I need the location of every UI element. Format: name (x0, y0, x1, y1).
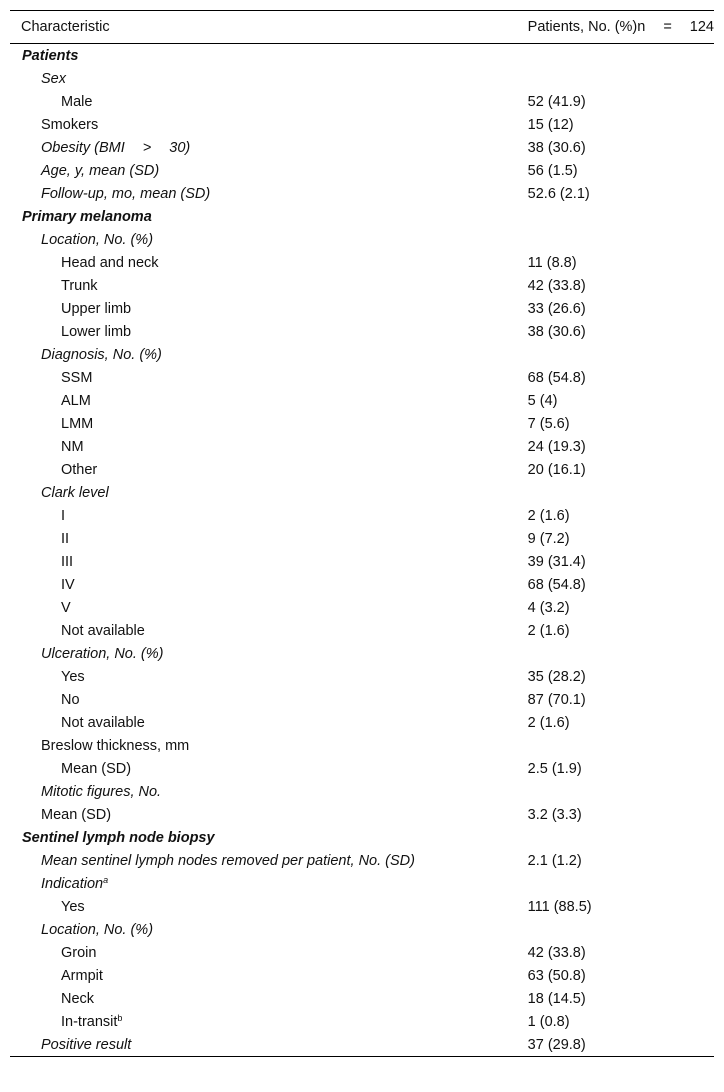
row-label: Follow-up, mo, mean (SD) (41, 185, 211, 202)
section-heading: Sentinel lymph node biopsy (22, 829, 215, 846)
table-row (10, 872, 714, 895)
row-value: 2 (1.6) (527, 714, 570, 731)
table-row (10, 228, 714, 251)
row-label: Mean sentinel lymph nodes removed per patient, No. (SD) (41, 852, 415, 869)
table-row (10, 136, 714, 159)
row-value (528, 343, 714, 366)
table-row (10, 274, 714, 297)
row-label (10, 1010, 528, 1033)
row-value: 42 (33.8) (527, 944, 586, 961)
row-value: 52 (41.9) (527, 93, 586, 110)
table-row (10, 297, 714, 320)
table-row (10, 435, 714, 458)
row-value: 111 (88.5) (527, 898, 592, 915)
section-heading: Primary melanoma (22, 208, 152, 225)
row-label: IV (61, 576, 75, 593)
row-label: Head and neck (61, 254, 159, 271)
row-value: 2.5 (1.9) (527, 760, 582, 777)
table-row (10, 642, 714, 665)
table-row (10, 849, 714, 872)
subgroup-heading: Diagnosis, No. (%) (41, 346, 162, 363)
row-label: Groin (61, 944, 97, 961)
row-value: 35 (28.2) (527, 668, 586, 685)
table-row (10, 734, 714, 757)
row-label: LMM (61, 415, 94, 432)
footnote-marker: a (103, 874, 109, 885)
row-value: 33 (26.6) (527, 300, 586, 317)
table-row (10, 780, 714, 803)
table-row (10, 1010, 714, 1033)
table-row (10, 481, 714, 504)
subgroup-heading: Location, No. (%) (41, 921, 154, 938)
row-value (528, 481, 714, 504)
table-row (10, 251, 714, 274)
table-row (10, 90, 714, 113)
subgroup-heading: Breslow thickness, mm (41, 737, 190, 754)
row-label: ALM (61, 392, 91, 409)
row-value (528, 918, 714, 941)
row-label: Armpit (61, 967, 103, 984)
table-row (10, 711, 714, 734)
table-row (10, 964, 714, 987)
row-label: Other (61, 461, 98, 478)
row-label-part: 30) (169, 139, 191, 156)
row-value (528, 826, 714, 849)
table-row (10, 757, 714, 780)
row-label: II (61, 530, 70, 547)
row-label-part: Obesity (BMI (41, 139, 125, 156)
row-label: Positive result (41, 1036, 132, 1053)
row-value: 2 (1.6) (527, 622, 570, 639)
table-row (10, 803, 714, 826)
table-row (10, 619, 714, 642)
row-value: 9 (7.2) (527, 530, 570, 547)
row-label: Mean (SD) (61, 760, 132, 777)
table-row (10, 665, 714, 688)
row-label: NM (61, 438, 84, 455)
row-value: 1 (0.8) (527, 1013, 570, 1030)
row-label: Yes (61, 898, 85, 915)
table-header-row (10, 11, 714, 44)
row-value: 2.1 (1.2) (527, 852, 582, 869)
row-value: 38 (30.6) (527, 139, 586, 156)
row-value (528, 67, 714, 90)
row-value: 7 (5.6) (527, 415, 570, 432)
table-row (10, 389, 714, 412)
row-label: III (61, 553, 74, 570)
row-label: Lower limb (61, 323, 132, 340)
row-label: Not available (61, 714, 145, 731)
table-row (10, 412, 714, 435)
subgroup-heading: Ulceration, No. (%) (41, 645, 164, 662)
row-label: No (61, 691, 80, 708)
section-heading: Patients (22, 47, 79, 64)
row-value: 56 (1.5) (527, 162, 578, 179)
row-label-text: Indication (41, 875, 104, 892)
row-value: 3.2 (3.3) (527, 806, 582, 823)
row-label: Mean (SD) (41, 806, 112, 823)
row-label: Upper limb (61, 300, 132, 317)
footnote-marker: b (117, 1012, 123, 1023)
row-value (528, 642, 714, 665)
row-value: 2 (1.6) (527, 507, 570, 524)
table-row (10, 504, 714, 527)
table-row (10, 527, 714, 550)
row-value: 20 (16.1) (527, 461, 586, 478)
subgroup-heading: Mitotic figures, No. (41, 783, 162, 800)
row-value (528, 872, 714, 895)
header-equals: = (663, 19, 672, 35)
row-value: 37 (29.8) (527, 1036, 586, 1053)
row-value: 68 (54.8) (527, 576, 586, 593)
subgroup-heading: Location, No. (%) (41, 231, 154, 248)
row-value: 38 (30.6) (527, 323, 586, 340)
table-row (10, 320, 714, 343)
row-label: I (61, 507, 66, 524)
table-row (10, 343, 714, 366)
table-row (10, 941, 714, 964)
table-row (10, 44, 714, 68)
row-label: Neck (61, 990, 95, 1007)
row-value (528, 205, 714, 228)
header-n-value: 124 (689, 19, 714, 35)
row-label-text: In-transit (61, 1013, 118, 1030)
row-label: Not available (61, 622, 145, 639)
row-value: 24 (19.3) (527, 438, 586, 455)
table-row (10, 573, 714, 596)
table-row (10, 205, 714, 228)
header-patients (528, 11, 714, 44)
row-label: Trunk (61, 277, 98, 294)
table-row (10, 987, 714, 1010)
table-row (10, 596, 714, 619)
row-value: 42 (33.8) (527, 277, 586, 294)
subgroup-heading: Sex (41, 70, 66, 87)
subgroup-heading: Clark level (41, 484, 109, 501)
characteristics-table-container (10, 10, 714, 1057)
row-value: 39 (31.4) (527, 553, 586, 570)
row-label: Age, y, mean (SD) (41, 162, 160, 179)
row-label-operator: > (142, 139, 152, 156)
row-value (528, 780, 714, 803)
row-label (10, 136, 528, 159)
row-value: 68 (54.8) (527, 369, 586, 386)
row-label: Smokers (41, 116, 99, 133)
table-row (10, 688, 714, 711)
row-label: Male (61, 93, 93, 110)
table-row (10, 366, 714, 389)
table-row (10, 458, 714, 481)
table-row (10, 1033, 714, 1057)
table-row (10, 826, 714, 849)
table-row (10, 895, 714, 918)
row-label: SSM (61, 369, 93, 386)
table-row (10, 159, 714, 182)
subgroup-heading (10, 872, 528, 895)
header-characteristic: Characteristic (21, 19, 110, 35)
row-value: 52.6 (2.1) (527, 185, 590, 202)
row-value: 15 (12) (527, 116, 574, 133)
row-label: Yes (61, 668, 85, 685)
table-row (10, 113, 714, 136)
row-value (528, 44, 714, 68)
row-value: 87 (70.1) (527, 691, 586, 708)
characteristics-table (10, 10, 714, 1057)
header-patients-label: Patients, No. (%)n (527, 19, 646, 35)
row-value: 4 (3.2) (527, 599, 570, 616)
row-value (528, 734, 714, 757)
row-value: 63 (50.8) (527, 967, 586, 984)
row-value: 11 (8.8) (527, 254, 577, 271)
row-value (528, 228, 714, 251)
table-row (10, 918, 714, 941)
row-label: V (61, 599, 71, 616)
row-value: 5 (4) (527, 392, 558, 409)
row-value: 18 (14.5) (527, 990, 586, 1007)
table-row (10, 550, 714, 573)
table-row (10, 182, 714, 205)
table-row (10, 67, 714, 90)
